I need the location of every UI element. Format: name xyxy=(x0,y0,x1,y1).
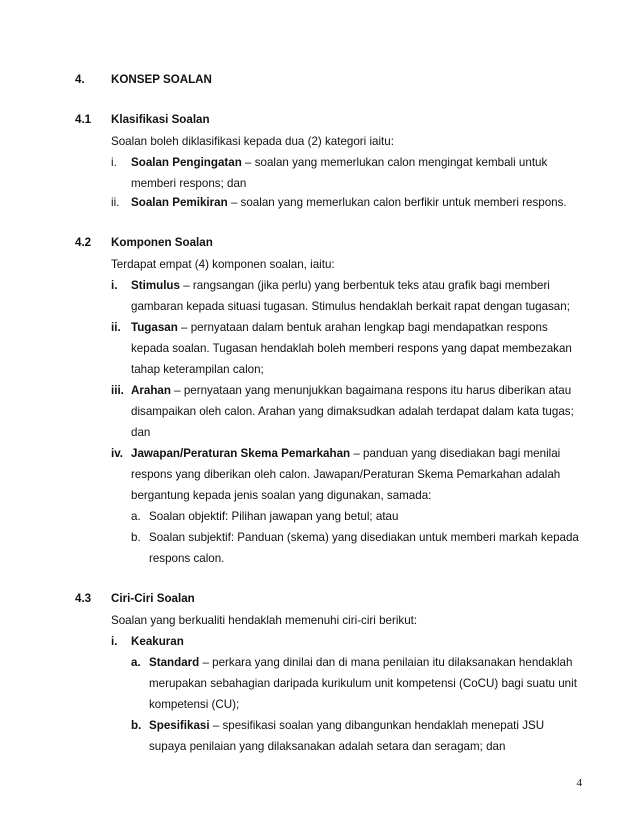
list-item-continuation: kepada soalan. Tugasan hendaklah boleh memberi respons yang dapat membezakan xyxy=(131,342,572,355)
text: – soalan yang memerlukan calon berfikir untuk memberi respons. xyxy=(227,196,567,209)
sublist-item-continuation: respons calon. xyxy=(149,552,225,565)
list-item xyxy=(131,384,571,398)
sublist-item xyxy=(149,719,544,733)
list-marker: iv. xyxy=(111,447,124,460)
list-marker: ii. xyxy=(111,321,121,334)
list-item xyxy=(131,156,577,170)
sublist-item: Soalan subjektif: Panduan (skema) yang disediakan untuk memberi markah kepada xyxy=(149,531,579,544)
list-item-continuation: bergantung kepada jenis soalan yang digunakan, samada: xyxy=(131,489,432,502)
term: Tugasan xyxy=(131,321,178,334)
section-title: Klasifikasi Soalan xyxy=(111,113,210,126)
list-item xyxy=(131,447,560,461)
sublist-marker: b. xyxy=(131,719,142,732)
paragraph: Terdapat empat (4) komponen soalan, iaitu: xyxy=(111,258,335,271)
section-title: Komponen Soalan xyxy=(111,236,213,249)
text: – perkara yang dinilai dan di mana penilaian itu dilaksanakan hendaklah xyxy=(199,656,573,669)
term: Stimulus xyxy=(131,279,180,292)
section-title: KONSEP SOALAN xyxy=(111,73,212,86)
term: Standard xyxy=(149,656,200,669)
text: – pernyataan yang menunjukkan bagaimana respons itu harus diberikan atau xyxy=(170,384,572,397)
list-item xyxy=(131,279,550,293)
list-item-heading: Keakuran xyxy=(131,635,184,648)
section-number: 4.1 xyxy=(75,113,92,126)
section-number: 4.2 xyxy=(75,236,92,249)
list-item-continuation: tahap keterampilan calon; xyxy=(131,363,264,376)
term: Soalan Pengingatan xyxy=(131,156,242,169)
text: – pernyataan dalam bentuk arahan lengkap bagi mendapatkan respons xyxy=(177,321,548,334)
list-item-continuation: dan xyxy=(131,426,151,439)
sublist-item-continuation: kompetensi (CU); xyxy=(149,698,240,711)
sublist-marker: a. xyxy=(131,656,141,669)
list-marker: ii. xyxy=(111,196,120,209)
sublist-item xyxy=(149,656,572,670)
list-marker: i. xyxy=(111,279,118,292)
list-item-continuation: disampaikan oleh calon. Arahan yang dimaksudkan adalah terdapat dalam kata tugas; xyxy=(131,405,574,418)
list-item-continuation: respons yang diberikan oleh calon. Jawapan/Peraturan Skema Pemarkahan adalah xyxy=(131,468,561,481)
page-number: 4 xyxy=(576,777,582,789)
term: Arahan xyxy=(131,384,171,397)
sublist-item-continuation: supaya penilaian yang dilaksanakan adalah setara dan seragam; dan xyxy=(149,740,506,753)
list-marker: i. xyxy=(111,635,118,648)
list-marker: iii. xyxy=(111,384,124,397)
sublist-marker: a. xyxy=(131,510,141,523)
text: – rangsangan (jika perlu) yang berbentuk teks atau grafik bagi memberi xyxy=(179,279,550,292)
text: – spesifikasi soalan yang dibangunkan hendaklah menepati JSU xyxy=(209,719,545,732)
list-item-continuation: gambaran kepada situasi tugasan. Stimulus hendaklah berkait rapat dengan tugasan; xyxy=(131,300,570,313)
section-number: 4.3 xyxy=(75,592,92,605)
section-title: Ciri-Ciri Soalan xyxy=(111,592,195,605)
paragraph: Soalan boleh diklasifikasi kepada dua (2) kategori iaitu: xyxy=(111,135,394,148)
list-item-continuation: memberi respons; dan xyxy=(131,177,247,190)
sublist-item: Soalan objektif: Pilihan jawapan yang betul; atau xyxy=(149,510,399,523)
term: Spesifikasi xyxy=(149,719,210,732)
list-item xyxy=(131,321,548,335)
sublist-marker: b. xyxy=(131,531,141,544)
term: Jawapan/Peraturan Skema Pemarkahan xyxy=(131,447,351,460)
paragraph: Soalan yang berkualiti hendaklah memenuhi ciri-ciri berikut: xyxy=(111,614,418,627)
section-number: 4. xyxy=(75,73,85,86)
sublist-item-continuation: merupakan sebahagian daripada kurikulum unit kompetensi (CoCU) bagi suatu unit xyxy=(149,677,577,690)
text: – panduan yang disediakan bagi menilai xyxy=(350,447,561,460)
list-marker: i. xyxy=(111,156,117,169)
text: – soalan yang memerlukan calon mengingat kembali untuk xyxy=(241,156,548,169)
term: Soalan Pemikiran xyxy=(131,196,228,209)
list-item xyxy=(131,196,567,210)
